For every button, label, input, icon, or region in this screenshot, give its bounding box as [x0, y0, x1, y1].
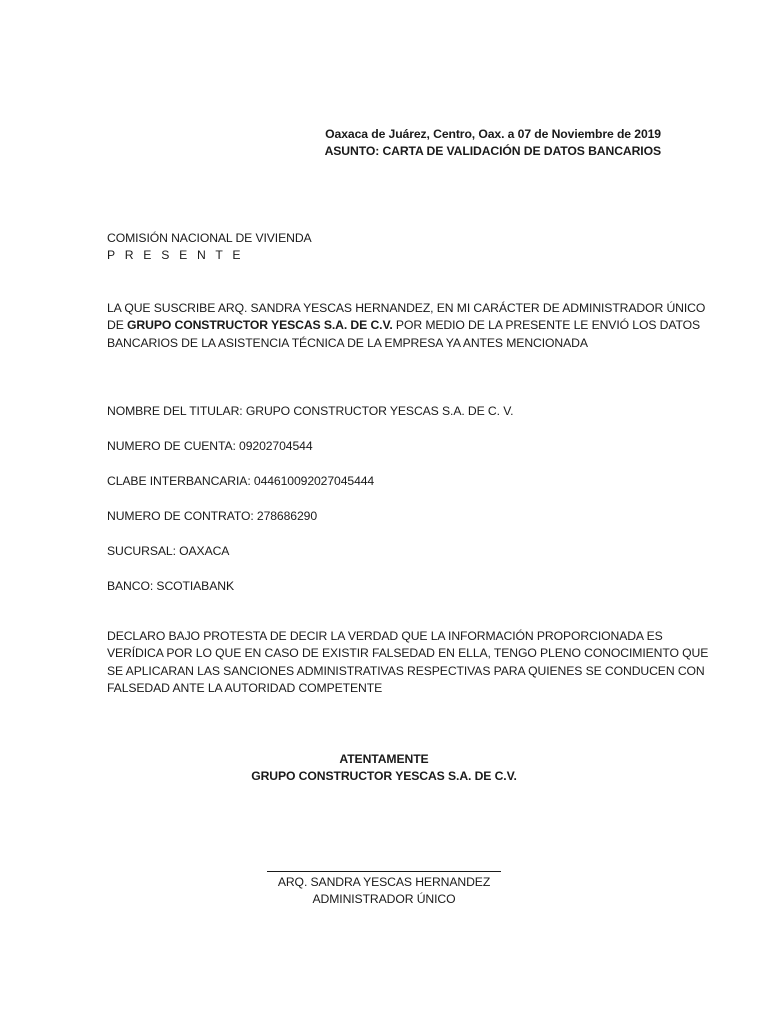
closing-salutation: ATENTAMENTE — [339, 752, 429, 766]
intro-line-1: LA QUE SUSCRIBE ARQ. SANDRA YESCAS HERNANDEZ, EN MI CARÁCTER DE ADMINISTRADOR ÚNICO — [107, 301, 706, 315]
contract-number-field: NUMERO DE CONTRATO: 278686290 — [107, 509, 317, 523]
declaration-line-3: SE APLICARAN LAS SANCIONES ADMINISTRATIVAS RESPECTIVAS PARA QUIENES SE CONDUCEN CON — [107, 663, 705, 678]
declaration-line-4: FALSEDAD ANTE LA AUTORIDAD COMPETENTE — [107, 681, 383, 696]
declaration-paragraph — [107, 628, 709, 698]
recipient-block — [107, 230, 312, 265]
intro-line-2-prefix: DE — [107, 318, 128, 333]
signatory-name: ARQ. SANDRA YESCAS HERNANDEZ — [277, 875, 491, 889]
intro-company-name: GRUPO CONSTRUCTOR YESCAS S.A. DE C.V. — [127, 318, 393, 333]
account-number-field: NUMERO DE CUENTA: 09202704544 — [107, 439, 313, 453]
presente-label: P R E S E N T E — [107, 248, 244, 263]
intro-line-2 — [107, 317, 701, 334]
closing-company: GRUPO CONSTRUCTOR YESCAS S.A. DE C.V. — [251, 769, 517, 784]
clabe-field: CLABE INTERBANCARIA: 044610092027045444 — [107, 474, 375, 488]
letter-header — [300, 126, 661, 161]
branch-field: SUCURSAL: OAXACA — [107, 544, 230, 558]
declaration-line-2: VERÍDICA POR LO QUE EN CASO DE EXISTIR FALSEDAD EN ELLA, TENGO PLENO CONOCIMIENTO QUE — [107, 646, 709, 661]
recipient-name: COMISIÓN NACIONAL DE VIVIENDA — [107, 231, 312, 245]
intro-line-2-suffix: POR MEDIO DE LA PRESENTE LE ENVIÓ LOS DATOS — [392, 318, 701, 333]
place-date: Oaxaca de Juárez, Centro, Oax. a 07 de Noviembre de 2019 — [325, 127, 661, 141]
signatory-block — [107, 874, 661, 909]
account-holder-field: NOMBRE DEL TITULAR: GRUPO CONSTRUCTOR YESCAS S.A. DE C. V. — [107, 404, 514, 418]
subject-line: ASUNTO: CARTA DE VALIDACIÓN DE DATOS BANCARIOS — [324, 144, 661, 159]
declaration-line-1: DECLARO BAJO PROTESTA DE DECIR LA VERDAD QUE LA INFORMACIÓN PROPORCIONADA ES — [107, 629, 663, 643]
closing-block — [107, 751, 661, 786]
bank-field: BANCO: SCOTIABANK — [107, 579, 234, 593]
signatory-title: ADMINISTRADOR ÚNICO — [312, 892, 456, 907]
intro-paragraph — [107, 300, 706, 352]
intro-line-3: BANCARIOS DE LA ASISTENCIA TÉCNICA DE LA EMPRESA YA ANTES MENCIONADA — [107, 335, 588, 350]
signature-line — [267, 871, 501, 872]
